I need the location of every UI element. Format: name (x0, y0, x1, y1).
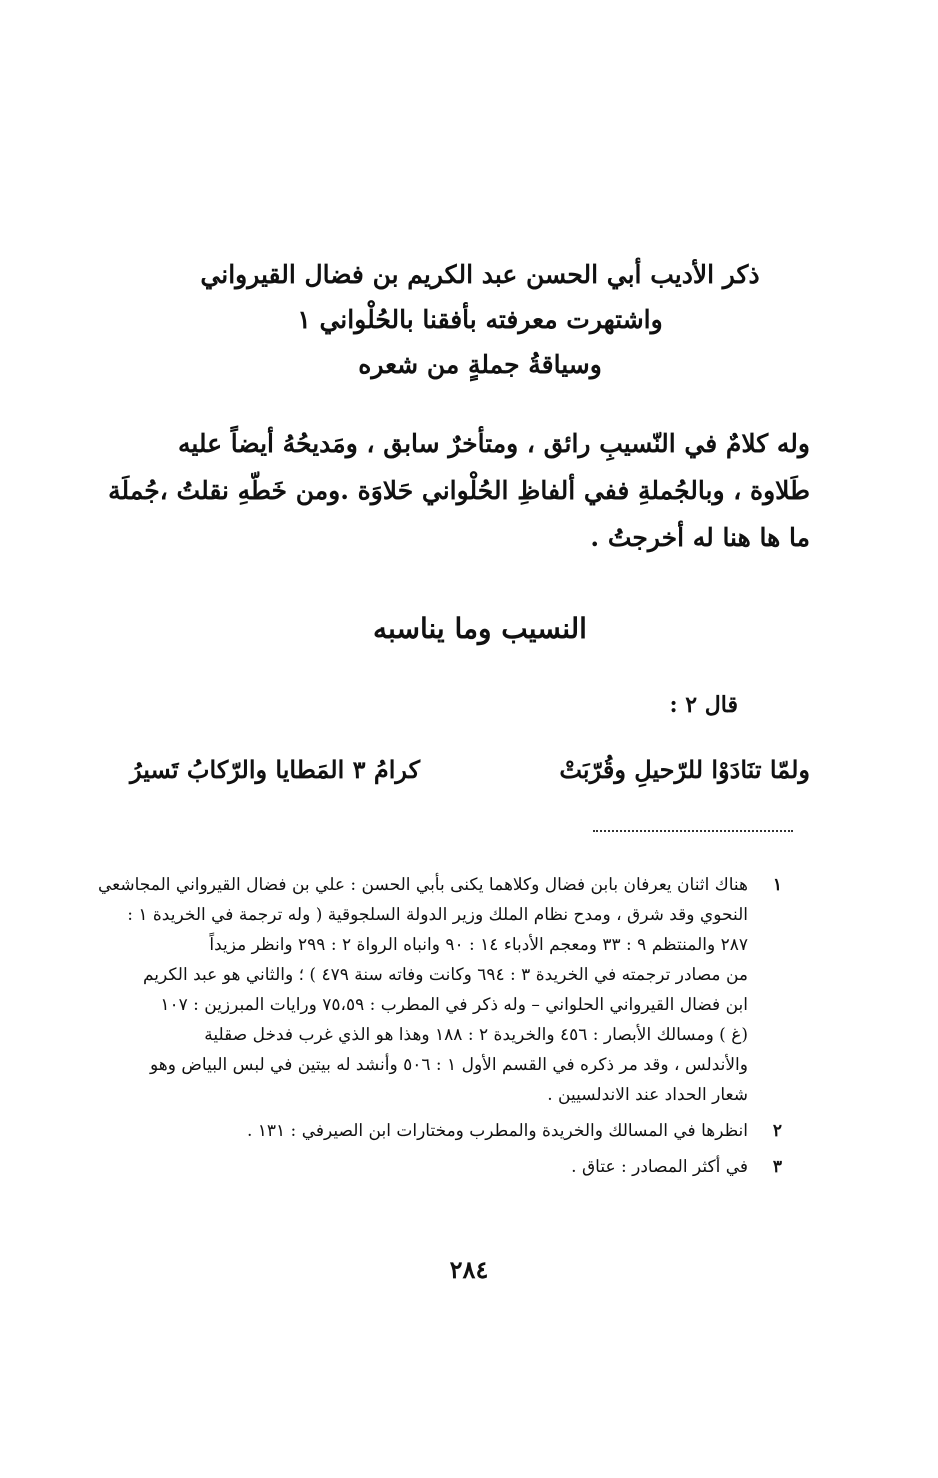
footnote-separator (593, 830, 793, 832)
intro-paragraph (108, 420, 810, 561)
poem-verse (130, 755, 810, 784)
intro-line-3: ما ها هنا له أخرجتُ . (590, 523, 810, 552)
footnote-number: ١ (772, 875, 782, 895)
footnote-line: ابن فضال القيرواني الحلواني – وله ذكر في المطرب : ٧٥،٥٩ ورايات المبرزين : ١٠٧ (160, 995, 748, 1015)
footnote-line: (غ ) ومسالك الأبصار : ٤٥٦ والخريدة ٢ : ١٨٨ وهذا هو الذي غرب فدخل صقلية (204, 1025, 748, 1045)
title-line-3: وسياقةُ جملةٍ من شعره (358, 350, 602, 379)
footnote-line: ٢٨٧ والمنتظم ٩ : ٣٣ ومعجم الأدباء ١٤ : ٩٠ وانباه الرواة ٢ : ٢٩٩ وانظر مزيداً (209, 935, 748, 955)
footnote-line: والأندلس ، وقد مر ذكره في القسم الأول ١ : ٥٠٦ وأنشد له بيتين في لبس البياض وهو (150, 1055, 748, 1075)
chapter-title (120, 252, 840, 387)
footnote-2 (115, 1116, 782, 1146)
intro-line-1: وله كلامٌ في النّسيبِ رائق ، ومتأخرٌ سابق ، ومَديحُهُ أيضاً عليه (177, 429, 810, 458)
footnote-line: انظرها في المسالك والخريدة والمطرب ومختارات ابن الصيرفي : ١٣١ . (246, 1121, 748, 1141)
poem-intro-label: قال ٢ : (669, 692, 738, 718)
verse-first-hemistich: ولمّا تنَادَوْا للرّحيلِ وقُرّبَتْ (559, 755, 810, 784)
title-line-2: واشتهرت معرفته بأفقنا بالحُلْواني ١ (297, 305, 663, 334)
intro-line-2: طَلاوة ، وبالجُملةِ ففي ألفاظِ الحُلْواني حَلاوَة .ومن خَطّهِ نقلتُ ،جُملَة (108, 476, 810, 505)
section-heading: النسيب وما يناسبه (373, 612, 587, 645)
title-line-1: ذكر الأديب أبي الحسن عبد الكريم بن فضال القيرواني (200, 260, 760, 289)
footnote-line: هناك اثنان يعرفان بابن فضال وكلاهما يكنى بأبي الحسن : علي بن فضال القيرواني المجاشعي (98, 875, 748, 895)
footnote-number: ٣ (772, 1157, 782, 1177)
footnote-line: شعار الحداد عند الاندلسيين . (547, 1085, 748, 1105)
footnote-1 (98, 870, 782, 1110)
footnote-number: ٢ (772, 1121, 782, 1141)
footnote-line: من مصادر ترجمته في الخريدة ٣ : ٦٩٤ وكانت وفاته سنة ٤٧٩ ) ؛ والثاني هو عبد الكريم (142, 965, 748, 985)
page-number: ٢٨٤ (449, 1255, 489, 1284)
footnote-3 (115, 1152, 782, 1182)
footnote-line: النحوي وقد شرق ، ومدح نظام الملك وزير الدولة السلجوقية ( وله ترجمة في الخريدة ١ : (127, 905, 748, 925)
footnote-line: في أكثر المصادر : عتاق . (571, 1157, 748, 1177)
footnotes (98, 870, 782, 1188)
verse-second-hemistich: كرامُ ٣ المَطايا والرّكابُ تَسيرُ (130, 755, 421, 784)
